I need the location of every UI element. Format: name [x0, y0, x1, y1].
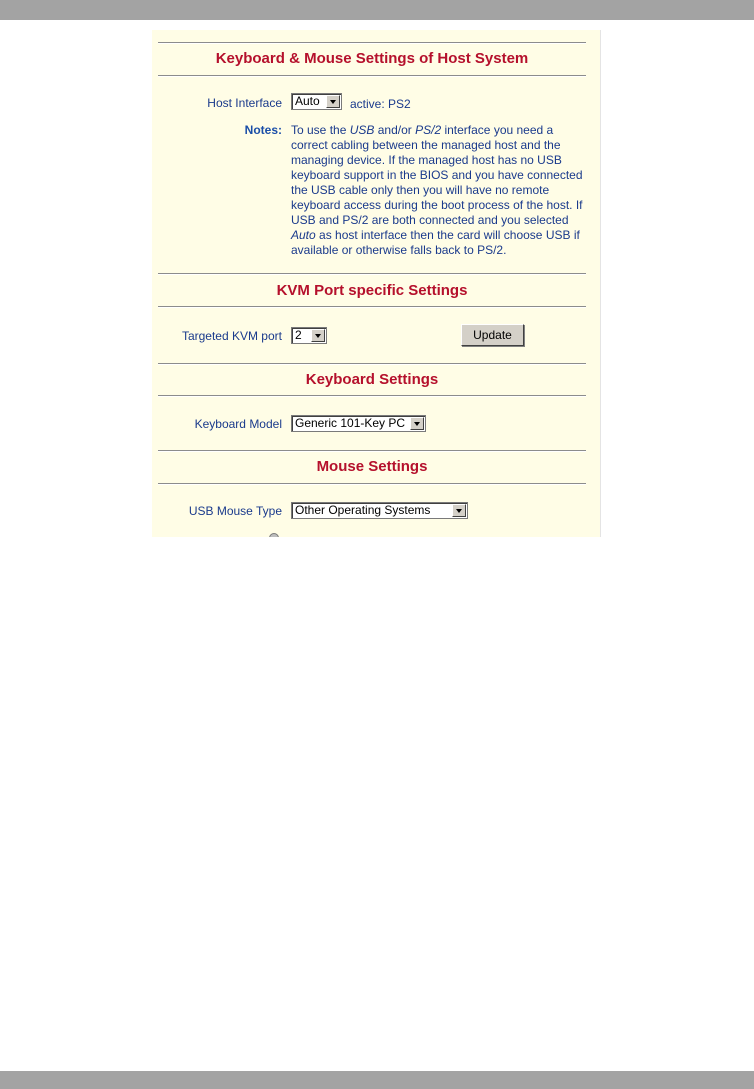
usb-mouse-type-select[interactable] — [291, 502, 468, 519]
host-interface-select[interactable] — [291, 93, 342, 110]
settings-panel — [152, 30, 601, 537]
mouse-section-title: Mouse Settings — [316, 458, 428, 475]
divider — [158, 273, 586, 275]
kvm-port-select[interactable] — [291, 327, 327, 344]
divider — [158, 75, 586, 77]
update-button[interactable]: Update — [461, 324, 524, 346]
chevron-down-icon[interactable] — [452, 504, 466, 517]
host-interface-label: Host Interface — [207, 96, 282, 110]
notes-label: Notes: — [244, 123, 282, 137]
host-section-title: Keyboard & Mouse Settings of Host System — [215, 50, 529, 67]
usb-mouse-type-label: USB Mouse Type — [188, 504, 282, 518]
notes-text: To use the USB and/or PS/2 interface you need a correct cabling between the managed host and the managing device. If the managed host has no USB keyboard support in the BIOS and you have connected the USB cable only then you will have no remote keyboard access during the boot process of the host. If USB and PS/2 are both connected and you selected Auto as host interface then the card will choose USB if available or otherwise falls back to PS/2. — [291, 123, 583, 257]
keyboard-model-value: Generic 101-Key PC — [295, 416, 406, 430]
keyboard-model-label: Keyboard Model — [194, 417, 282, 431]
divider — [158, 306, 586, 308]
top-bar — [0, 0, 754, 20]
divider — [158, 42, 586, 44]
divider — [158, 450, 586, 452]
radio-button[interactable] — [269, 533, 279, 537]
kvm-port-label: Targeted KVM port — [181, 329, 282, 343]
active-interface-text: active: PS2 — [350, 97, 411, 111]
bottom-bar — [0, 1071, 754, 1089]
keyboard-model-select[interactable] — [291, 415, 426, 432]
kvm-port-value: 2 — [295, 328, 302, 342]
keyboard-section-title: Keyboard Settings — [305, 371, 439, 388]
chevron-down-icon[interactable] — [410, 417, 424, 430]
chevron-down-icon[interactable] — [311, 329, 325, 342]
divider — [158, 483, 586, 485]
chevron-down-icon[interactable] — [326, 95, 340, 108]
host-interface-value: Auto — [295, 94, 320, 108]
divider — [158, 395, 586, 397]
divider — [158, 363, 586, 365]
kvm-section-title: KVM Port specific Settings — [276, 282, 468, 299]
usb-mouse-type-value: Other Operating Systems — [295, 503, 431, 517]
